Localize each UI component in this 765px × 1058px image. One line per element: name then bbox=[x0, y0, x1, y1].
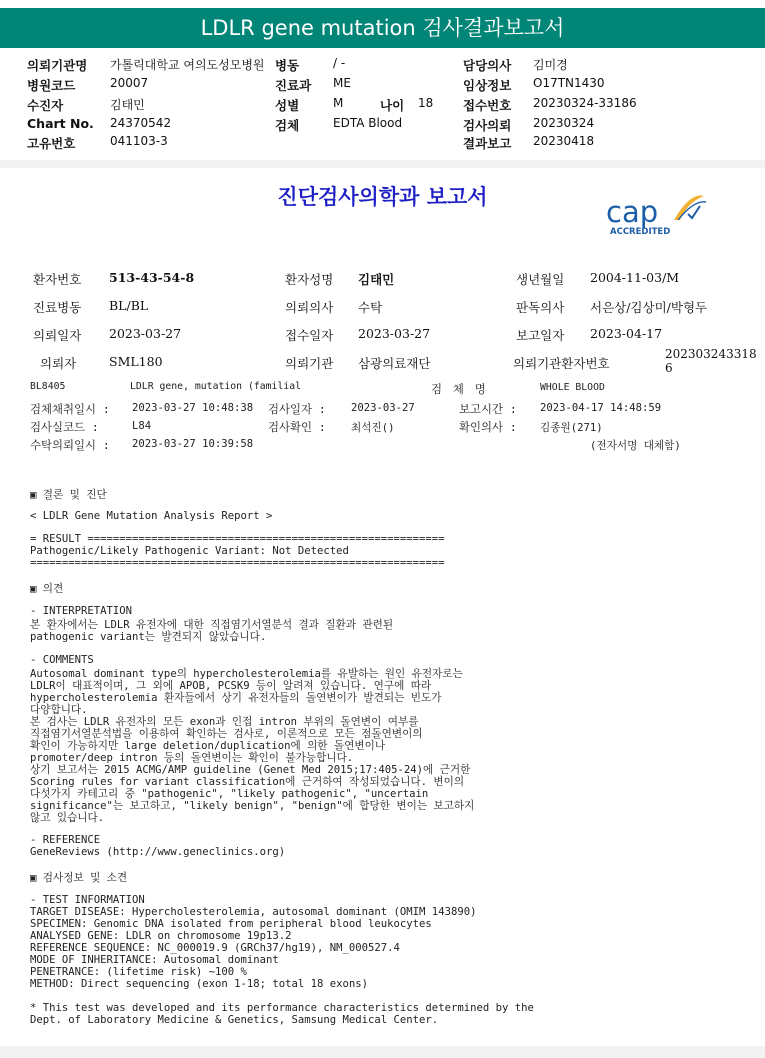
meta-label: 수탁의뢰일시 : bbox=[30, 438, 110, 452]
info-label: 의뢰기관명 bbox=[27, 58, 88, 73]
meta-label: 검체채취일시 : bbox=[30, 402, 110, 416]
info-value: 20230324-33186 bbox=[533, 96, 637, 110]
info-value: 가톨릭대학교 여의도성모병원 bbox=[110, 58, 265, 72]
patient-number: 513-43-54-8 bbox=[109, 270, 195, 285]
body-line: - REFERENCE bbox=[30, 834, 101, 846]
field-value: 2023-04-17 bbox=[590, 326, 663, 341]
body-line: < LDLR Gene Mutation Analysis Report > bbox=[30, 510, 273, 522]
body-line: Scoring rules for variant classification에 근거하여 작성되었습니다. 변이의 bbox=[30, 776, 465, 788]
info-label: 수진자 bbox=[27, 98, 64, 113]
field-value: SML180 bbox=[109, 354, 163, 369]
body-line: TARGET DISEASE: Hypercholesterolemia, autosomal dominant (OMIM 143890) bbox=[30, 906, 477, 918]
body-line: GeneReviews (http://www.geneclinics.org) bbox=[30, 846, 286, 858]
test-code: BL8405 bbox=[30, 381, 66, 392]
body-line: ▣ 의견 bbox=[30, 583, 64, 595]
info-value: / - bbox=[333, 56, 346, 70]
bottom-strip bbox=[0, 1046, 765, 1058]
info-label: 결과보고 bbox=[463, 136, 512, 151]
field-value: 삼광의료재단 bbox=[358, 356, 431, 371]
info-value: 24370542 bbox=[110, 116, 172, 130]
meta-value: 김종원(271) bbox=[540, 422, 603, 434]
body-line: - INTERPRETATION bbox=[30, 605, 133, 617]
report-header-title: LDLR gene mutation 검사결과보고서 bbox=[0, 8, 765, 48]
patient-name: 김태민 bbox=[358, 272, 395, 287]
body-line: 확인이 가능하지만 large deletion/duplication에 의한 돌연변이나 bbox=[30, 740, 386, 752]
field-value: 2023-03-27 bbox=[358, 326, 431, 341]
field-value: 202303243318 6 bbox=[665, 347, 757, 375]
field-value: 2004-11-03/M bbox=[590, 270, 680, 285]
info-label: 접수번호 bbox=[463, 98, 512, 113]
field-label: 의뢰의사 bbox=[285, 300, 334, 315]
field-label: 환자번호 bbox=[33, 272, 82, 287]
body-line: Autosomal dominant type의 hypercholesterolemia를 유발하는 원인 유전자로는 bbox=[30, 668, 463, 680]
specimen-label: 검 체 명 bbox=[431, 382, 488, 396]
body-line: 않고 있습니다. bbox=[30, 812, 105, 824]
body-line: 본 환자에서는 LDLR 유전자에 대한 직접염기서열분석 결과 질환과 관련된 bbox=[30, 619, 394, 631]
body-line: ANALYSED GENE: LDLR on chromosome 19p13.2 bbox=[30, 930, 292, 942]
field-label: 의뢰자 bbox=[40, 356, 77, 371]
body-line: significance"는 보고하고, "likely benign", "benign"에 합당한 변이는 보고하지 bbox=[30, 800, 475, 812]
specimen-value: WHOLE BLOOD bbox=[540, 382, 605, 393]
body-line: ▣ 검사정보 및 소견 bbox=[30, 872, 128, 884]
body-line: - COMMENTS bbox=[30, 654, 94, 666]
body-line: pathogenic variant는 발견되지 않았습니다. bbox=[30, 631, 267, 643]
info-value: 20007 bbox=[110, 76, 149, 90]
body-line: 다섯가지 카테고리 중 "pathogenic", "likely pathogenic", "uncertain bbox=[30, 788, 429, 800]
info-value: 김미경 bbox=[533, 58, 568, 72]
meta-value: 2023-04-17 14:48:59 bbox=[540, 402, 662, 414]
age-value: 18 bbox=[418, 96, 434, 110]
info-value: M bbox=[333, 96, 344, 110]
meta-value: 2023-03-27 bbox=[351, 402, 415, 414]
info-label: 병동 bbox=[275, 58, 300, 73]
field-label: 생년월일 bbox=[516, 272, 565, 287]
info-label: 병원코드 bbox=[27, 78, 76, 93]
field-label: 환자성명 bbox=[285, 272, 334, 287]
info-label: 임상정보 bbox=[463, 78, 512, 93]
body-line: 다양합니다. bbox=[30, 704, 88, 716]
info-value: EDTA Blood bbox=[333, 116, 403, 130]
body-line: PENETRANCE: (lifetime risk) ~100 % bbox=[30, 966, 247, 978]
info-value: 20230418 bbox=[533, 134, 595, 148]
meta-label: 검사실코드 : bbox=[30, 420, 99, 434]
info-value: 20230324 bbox=[533, 116, 595, 130]
meta-label: 검사일자 : bbox=[268, 402, 326, 416]
body-line: Dept. of Laboratory Medicine & Genetics, Samsung Medical Center. bbox=[30, 1014, 439, 1026]
body-line: Pathogenic/Likely Pathogenic Variant: Not Detected bbox=[30, 545, 349, 557]
body-line: REFERENCE SEQUENCE: NC_000019.9 (GRCh37/hg19), NM_000527.4 bbox=[30, 942, 400, 954]
info-label: 담당의사 bbox=[463, 58, 512, 73]
meta-value: L84 bbox=[132, 420, 152, 432]
body-line: - TEST INFORMATION bbox=[30, 894, 145, 906]
meta-value: 2023-03-27 10:48:38 bbox=[132, 402, 254, 414]
body-line: = RESULT ======================================================== bbox=[30, 533, 445, 545]
body-line: SPECIMEN: Genomic DNA isolated from peripheral blood leukocytes bbox=[30, 918, 432, 930]
meta-label: 검사확인 : bbox=[268, 420, 326, 434]
body-line: promoter/deep intron 등의 돌연변이는 확인이 불가능합니다. bbox=[30, 752, 354, 764]
body-line: 상기 보고서는 2015 ACMG/AMP guideline (Genet Med 2015;17:405-24)에 근거한 bbox=[30, 764, 471, 776]
field-label: 의뢰일자 bbox=[33, 328, 82, 343]
info-value: ME bbox=[333, 76, 351, 90]
field-label: 판독의사 bbox=[516, 300, 565, 315]
info-label: 검체 bbox=[275, 118, 300, 133]
cap-accredited-logo bbox=[604, 190, 708, 238]
info-value: 041103-3 bbox=[110, 134, 168, 148]
report-title: 진단검사의학과 보고서 bbox=[277, 184, 488, 209]
age-label: 나이 bbox=[380, 98, 405, 113]
meta-label: 확인의사 : bbox=[459, 420, 517, 434]
test-name: LDLR gene, mutation (familial bbox=[130, 381, 302, 392]
field-value: BL/BL bbox=[109, 298, 149, 313]
body-line: 직접염기서열분석법을 이용하여 확인하는 검사로, 이론적으로 모든 점돌연변이의 bbox=[30, 728, 423, 740]
section-divider bbox=[0, 160, 765, 168]
info-label: Chart No. bbox=[27, 116, 94, 131]
field-label: 의뢰기관 bbox=[285, 356, 334, 371]
field-value: 2023-03-27 bbox=[109, 326, 182, 341]
info-value: O17TN1430 bbox=[533, 76, 605, 90]
field-value: 서은상/김상미/박형두 bbox=[590, 300, 708, 315]
cap-logo-text: cap bbox=[606, 195, 659, 229]
body-line: ▣ 결론 및 진단 bbox=[30, 489, 107, 501]
meta-value: 최석진() bbox=[351, 422, 395, 434]
field-label: 진료병동 bbox=[33, 300, 82, 315]
info-label: 진료과 bbox=[275, 78, 312, 93]
body-line: MODE OF INHERITANCE: Autosomal dominant bbox=[30, 954, 279, 966]
body-line: hypercholesterolemia 환자들에서 상기 유전자들의 돌연변이가 발견되는 빈도가 bbox=[30, 692, 442, 704]
field-label: 의뢰기관환자번호 bbox=[513, 356, 610, 371]
body-line: LDLR이 대표적이며, 그 외에 APOB, PCSK9 등이 알려져 있습니다. 연구에 따라 bbox=[30, 680, 432, 692]
info-value: 김태민 bbox=[110, 98, 145, 112]
field-label: 보고일자 bbox=[516, 328, 565, 343]
info-label: 고유번호 bbox=[27, 136, 76, 151]
body-line: * This test was developed and its performance characteristics determined by the bbox=[30, 1002, 534, 1014]
body-line: 본 검사는 LDLR 유전자의 모든 exon과 인접 intron 부위의 돌연변이 여부를 bbox=[30, 716, 419, 728]
meta-value: 2023-03-27 10:39:58 bbox=[132, 438, 254, 450]
field-label: 접수일자 bbox=[285, 328, 334, 343]
info-label: 성별 bbox=[275, 98, 300, 113]
cap-logo-subtext: ACCREDITED bbox=[610, 227, 671, 237]
info-label: 검사의뢰 bbox=[463, 118, 512, 133]
e-signature-note: (전자서명 대체함) bbox=[590, 440, 681, 452]
meta-label: 보고시간 : bbox=[459, 402, 517, 416]
body-line: METHOD: Direct sequencing (exon 1-18; total 18 exons) bbox=[30, 978, 369, 990]
field-value: 수탁 bbox=[358, 300, 383, 315]
body-line: ================================================================= bbox=[30, 557, 445, 569]
